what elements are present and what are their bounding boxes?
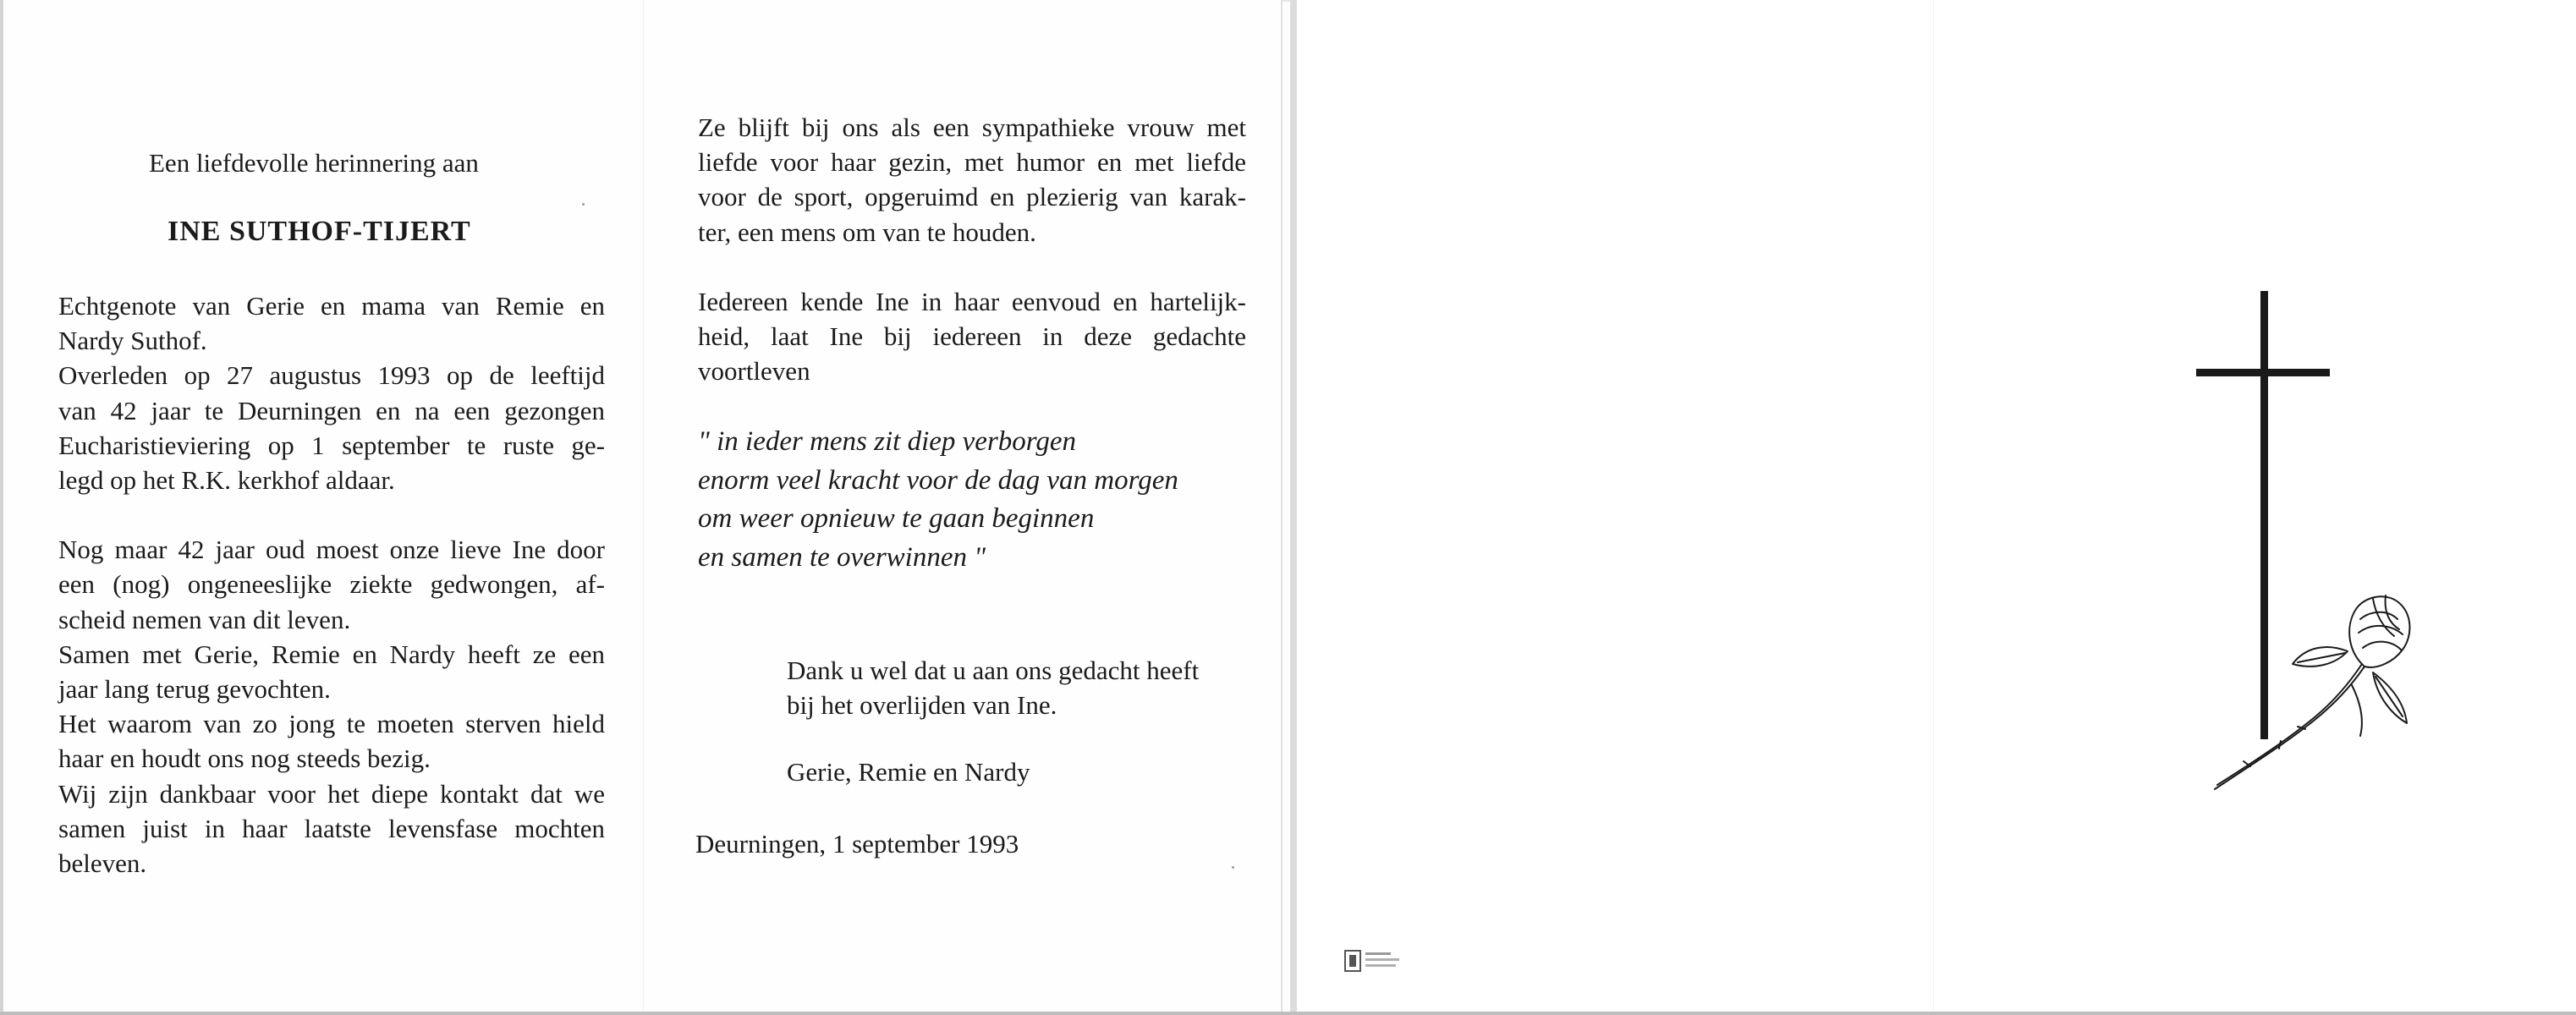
tribute-line: Wij zijn dankbaar voor het diepe kontakt dat we <box>58 778 605 809</box>
bio-line: Eucharistieviering op 1 september te ruste ge- <box>58 430 605 460</box>
paper-speck <box>582 203 585 206</box>
deceased-name: INE SUTHOF-TIJERT <box>168 216 471 247</box>
bio-line: legd op het R.K. kerkhof aldaar. <box>58 465 395 496</box>
memory-paragraph <box>698 110 1246 250</box>
bio-line: Echtgenote van Gerie en mama van Remie en <box>58 291 605 321</box>
thanks-line: Dank u wel dat u aan ons gedacht heeft <box>787 656 1200 685</box>
tribute-line: beleven. <box>58 848 147 879</box>
cross-icon <box>2196 291 2330 739</box>
scan-bottom-edge <box>0 1012 2576 1015</box>
intro-line: Een liefdevolle herinnering aan <box>149 148 479 178</box>
thanks-line: bij het overlijden van Ine. <box>787 690 1057 721</box>
place-date: Deurningen, 1 september 1993 <box>695 829 1019 859</box>
tribute-line: een (nog) ongeneeslijke ziekte gedwongen, af- <box>58 569 605 600</box>
tribute-line: Samen met Gerie, Remie en Nardy heeft ze een <box>58 639 605 669</box>
right-column-text <box>698 110 1246 388</box>
publisher-logo-icon <box>1343 947 1411 981</box>
everyone-line: heid, laat Ine bij iedereen in deze gedachte <box>698 321 1246 352</box>
tribute-paragraph <box>58 532 605 881</box>
everyone-paragraph <box>698 284 1246 389</box>
signatories: Gerie, Remie en Nardy <box>787 757 1030 787</box>
bio-line: Overleden op 27 augustus 1993 op de leeftijd <box>58 360 605 391</box>
tribute-line: samen juist in haar laatste levensfase mochten <box>58 813 605 843</box>
paper-speck <box>1232 866 1234 869</box>
inner-fold-line <box>643 0 644 1013</box>
memory-line: Ze blijft bij ons als een sympathieke vrouw met <box>698 112 1246 142</box>
cross-with-rose-icon <box>2191 288 2436 804</box>
tribute-line: Nog maar 42 jaar oud moest onze lieve Ine door <box>58 535 605 565</box>
left-column-text <box>58 288 605 881</box>
poem-line: " in ieder mens zit diep verborgen <box>698 426 1077 457</box>
poem-line: enorm veel kracht voor de dag van morgen <box>698 464 1178 496</box>
outer-fold-line <box>1933 0 1934 1013</box>
bio-line: Nardy Suthof. <box>58 326 207 356</box>
poem <box>698 423 1178 577</box>
poem-line: om weer opnieuw te gaan beginnen <box>698 503 1095 534</box>
paragraph-gap <box>58 497 605 532</box>
tribute-line: scheid nemen van dit leven. <box>58 604 351 634</box>
everyone-line: voortleven <box>698 356 810 387</box>
memory-line: ter, een mens om van te houden. <box>698 217 1036 247</box>
tribute-line: haar en houdt ons nog steeds bezig. <box>58 743 431 774</box>
tribute-line: jaar lang terug gevochten. <box>58 674 331 705</box>
rose-icon <box>2215 595 2409 789</box>
paragraph-gap <box>698 250 1246 284</box>
everyone-line: Iedereen kende Ine in haar eenvoud en hartelijk- <box>698 286 1246 316</box>
thanks-text <box>787 653 1199 722</box>
bio-line: van 42 jaar te Deurningen en na een gezongen <box>58 395 605 425</box>
tribute-line: Het waarom van zo jong te moeten sterven hield <box>58 709 605 739</box>
memory-line: voor de sport, opgeruimd en plezierig van karak- <box>698 182 1246 212</box>
bio-paragraph <box>58 288 605 497</box>
poem-line: en samen te overwinnen " <box>698 541 986 573</box>
memory-line: liefde voor haar gezin, met humor en met liefde <box>698 147 1246 178</box>
